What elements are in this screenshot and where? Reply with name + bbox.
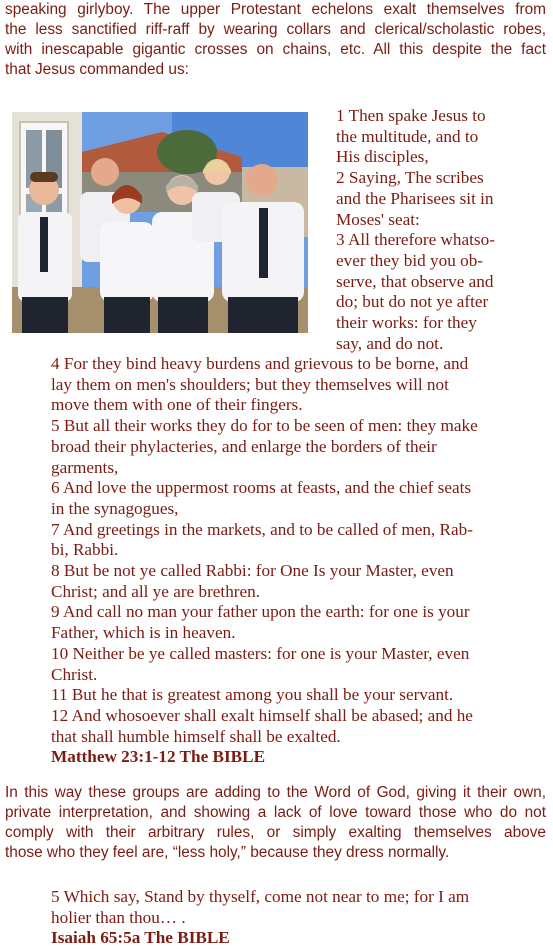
verse-line: broad their phylacteries, and enlarge the borders of their xyxy=(51,436,437,456)
verse-line: 3 All therefore whatso- xyxy=(336,230,495,250)
verse-line: bi, Rabbi. xyxy=(51,540,119,560)
verse-line: Christ. xyxy=(51,664,98,684)
intro-paragraph xyxy=(5,0,546,80)
side-verses xyxy=(336,106,526,354)
bottom-verses xyxy=(51,887,531,949)
isaiah-citation: Isaiah 65:5a The BIBLE xyxy=(51,928,230,948)
verse-line: do; but do not ye after xyxy=(336,292,489,312)
intro-line: that Jesus commanded us: xyxy=(5,61,189,78)
verse-line: 9 And call no man your father upon the earth: for one is your xyxy=(51,602,470,622)
verse-line: serve, that observe and xyxy=(336,271,494,291)
verse-line: Christ; and all ye are brethren. xyxy=(51,581,261,601)
verse-line: holier than thou… . xyxy=(51,907,186,927)
verse-line: say, and do not. xyxy=(336,333,444,353)
verse-line: 5 Which say, Stand by thyself, come not near to me; for I am xyxy=(51,887,470,906)
intro-line: with inescapable gigantic crosses on chains, etc. All this despite the fact xyxy=(5,41,546,58)
verse-line: 11 But he that is greatest among you shall be your servant. xyxy=(51,685,454,705)
verse-line: 10 Neither be ye called masters: for one is your Master, even xyxy=(51,643,470,663)
verse-line: ever they bid you ob- xyxy=(336,250,484,270)
verse-line: Moses' seat: xyxy=(336,209,420,229)
intro-line: speaking girlyboy. The upper Protestant echelons exalt themselves from xyxy=(5,1,546,18)
verse-line: 5 But all their works they do for to be seen of men: they make xyxy=(51,416,478,436)
verse-line: move them with one of their fingers. xyxy=(51,395,303,415)
middle-line: comply with their arbitrary rules, or simply exalting themselves above xyxy=(5,824,546,841)
verse-line: Father, which is in heaven. xyxy=(51,623,236,643)
intro-line: the less sanctified riff-raff by wearing collars and clerical/scholastic robes, xyxy=(5,21,546,38)
verse-line: His disciples, xyxy=(336,147,429,167)
matthew-citation: Matthew 23:1-12 The BIBLE xyxy=(51,747,266,767)
middle-line: those who they feel are, “less holy,” because they dress normally. xyxy=(5,844,450,861)
verse-line: 2 Saying, The scribes xyxy=(336,168,484,188)
middle-paragraph xyxy=(5,783,546,863)
main-verses xyxy=(51,354,531,768)
verse-line: 4 For they bind heavy burdens and grievous to be borne, and xyxy=(51,354,469,373)
verse-line: 1 Then spake Jesus to xyxy=(336,106,486,125)
verse-line: that shall humble himself shall be exalted. xyxy=(51,726,341,746)
verse-line: and the Pharisees sit in xyxy=(336,188,494,208)
verse-line: 12 And whosoever shall exalt himself shall be abased; and he xyxy=(51,705,473,725)
verse-line: garments, xyxy=(51,457,119,477)
verse-line: lay them on men's shoulders; but they themselves will not xyxy=(51,374,449,394)
verse-line: the multitude, and to xyxy=(336,126,479,146)
middle-line: In this way these groups are adding to the Word of God, giving it their own, xyxy=(5,784,546,801)
verse-line: 8 But be not ye called Rabbi: for One Is your Master, even xyxy=(51,561,454,581)
verse-line: 6 And love the uppermost rooms at feasts, and the chief seats xyxy=(51,478,472,498)
verse-line: in the synagogues, xyxy=(51,498,179,518)
verse-line: 7 And greetings in the markets, and to be called of men, Rab- xyxy=(51,519,473,539)
verse-line: their works: for they xyxy=(336,313,477,333)
group-photo xyxy=(12,112,308,333)
middle-line: private interpretation, and showing a lack of love toward those who do not xyxy=(5,804,546,821)
